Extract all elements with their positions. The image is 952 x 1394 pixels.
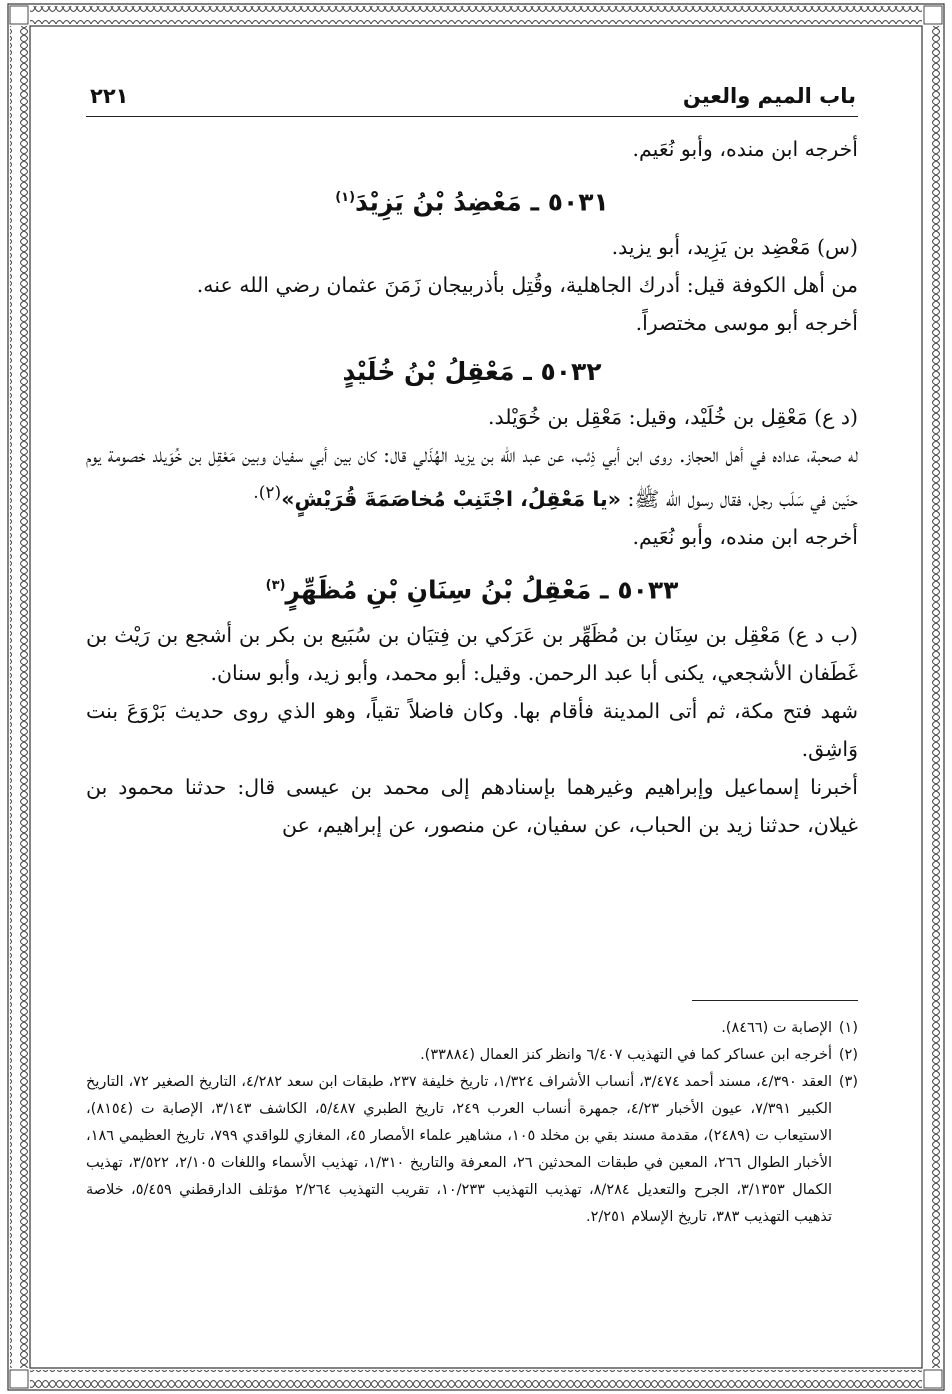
paragraph: أخرجه ابن منده، وأبو نُعَيم.: [632, 525, 858, 550]
book-page: [86, 70, 858, 1360]
footnote-number: (٣): [838, 1074, 858, 1090]
paragraph: شهد فتح مكة، ثم أتى المدينة فأقام بها. وكان فاضلاً تقياً، وهو الذي روى حديث بَرْوَعَ بنت وَاشِق.: [86, 699, 858, 762]
entry-heading-text: ٥٠٣١ ـ مَعْضِدُ بْنُ يَزِيْدَ: [355, 187, 609, 217]
paragraph: (س) مَعْضِد بن يَزِيد، أبو يزيد.: [611, 235, 858, 260]
entry-heading-text: ٥٠٣٣ ـ مَعْقِلُ بْنُ سِنَانِ بْنِ مُظَهِّرٍ: [285, 575, 679, 605]
footnote: [86, 1042, 858, 1069]
paragraph-text: له صحبة، عداده في أهل الحجاز. روى ابن أبي ذِئب، عن عبد الله بن يزيد الهُذَلي قال: كان بين أبي سفيان وبين مَعْقِل بن خُوَيلد خصومة يوم حنَين في سَلَب رجل، فقال رسول الله ﷺ:: [86, 443, 858, 512]
footnote-ref: (١): [335, 190, 356, 205]
running-header: [86, 82, 858, 117]
paragraph: أخبرنا إسماعيل وإبراهيم وغيرهما بإسنادهم إلى محمد بن عيسى قال: حدثنا محمود بن غيلان، حدثنا زيد بن الحباب، عن سفيان، عن منصور، عن إبراهيم، عن: [86, 775, 858, 838]
footnote-text: الإصابة ت (٨٤٦٦).: [721, 1020, 832, 1036]
footnote: [86, 1069, 858, 1231]
entry-heading: [86, 178, 858, 222]
paragraph: (د ع) مَعْقِل بن خُلَيْد، وقيل: مَعْقِل بن خُوَيْلد.: [487, 405, 858, 430]
hadith-quote: «يا مَعْقِلُ، اجْتَنِبْ مُخاصَمَةَ قُرَيْشٍ»: [281, 487, 621, 512]
footnote-text: أخرجه ابن عساكر كما في التهذيب ٦/٤٠٧ وانظر كنز العمال (٣٣٨٨٤).: [420, 1047, 832, 1063]
main-text: [86, 130, 858, 844]
paragraph: [86, 436, 858, 518]
entry-heading: [86, 566, 858, 610]
footnotes: [86, 1000, 858, 1231]
chapter-title: باب الميم والعين: [682, 84, 856, 108]
entry-heading: [86, 352, 858, 392]
footnote-text: العقد ٤/٣٩٠، مسند أحمد ٣/٤٧٤، أنساب الأشراف ١/٣٢٤، تاريخ خليفة ٢٣٧، طبقات ابن سعد ٤/٢٨٢، التاريخ الصغير ٧٢، التاريخ الكبير ٧/٣٩١، عيون الأخبار ٤/٢٣، جمهرة أنساب العرب ٢٤٩، تاريخ الطبري ٥/٤٨٧، الكاشف ٣/١٤٣، الإصابة ت (٨١٥٤)، الاستيعاب ت (٢٤٨٩)، مقدمة مسند بقي بن مخلد ١٠٥، مشاهير علماء الأمصار ٤٥، المغازي للواقدي ٧٩٩، تاريخ العظيمي ١٨٦، الأخبار الطوال ٢٦٦، المعين في طبقات المحدثين ٢٦، المعرفة والتاريخ ١/٣١٠، تهذيب الأسماء واللغات ٢/١٠٥، ٣/٥٢٢، تهذيب الكمال ٣/١٣٥٣، الجرح والتعديل ٨/٢٨٤، تهذيب التهذيب ١٠/٢٣٣، تقريب التهذيب ٢/٢٦٤ مؤتلف الدارقطني ٥/٤٥٩، خلاصة تذهيب التهذيب ٣٨٣، تاريخ الإسلام ٢/٢٥١.: [86, 1074, 833, 1225]
footnote: [86, 1015, 858, 1042]
footnote-divider: [692, 1000, 858, 1001]
entry-heading-text: ٥٠٣٢ ـ مَعْقِلُ بْنُ خُلَيْدٍ: [342, 357, 602, 387]
footnote-ref: (٣): [265, 578, 286, 594]
page-number: ٢٢١: [90, 84, 129, 108]
footnote-ref: (٢).: [253, 483, 282, 504]
paragraph: من أهل الكوفة قيل: أدرك الجاهلية، وقُتِل بأذربيجان زَمَنَ عثمان رضي الله عنه.: [196, 273, 858, 298]
paragraph: (ب د ع) مَعْقِل بن سِنَان بن مُظَهِّر بن عَرَكي بن فِتيَان بن سُبَيع بن بكر بن أشجع بن رَيْث بن غَطَفان الأشجعي، يكنى أبا عبد الرحمن. وقيل: أبو محمد، وأبو زيد، وأبو سنان.: [86, 623, 858, 686]
footnote-number: (٢): [838, 1047, 858, 1063]
footnote-number: (١): [838, 1020, 858, 1036]
paragraph: أخرجه ابن منده، وأبو نُعَيم.: [632, 137, 858, 161]
paragraph: أخرجه أبو موسى مختصراً.: [635, 311, 858, 336]
